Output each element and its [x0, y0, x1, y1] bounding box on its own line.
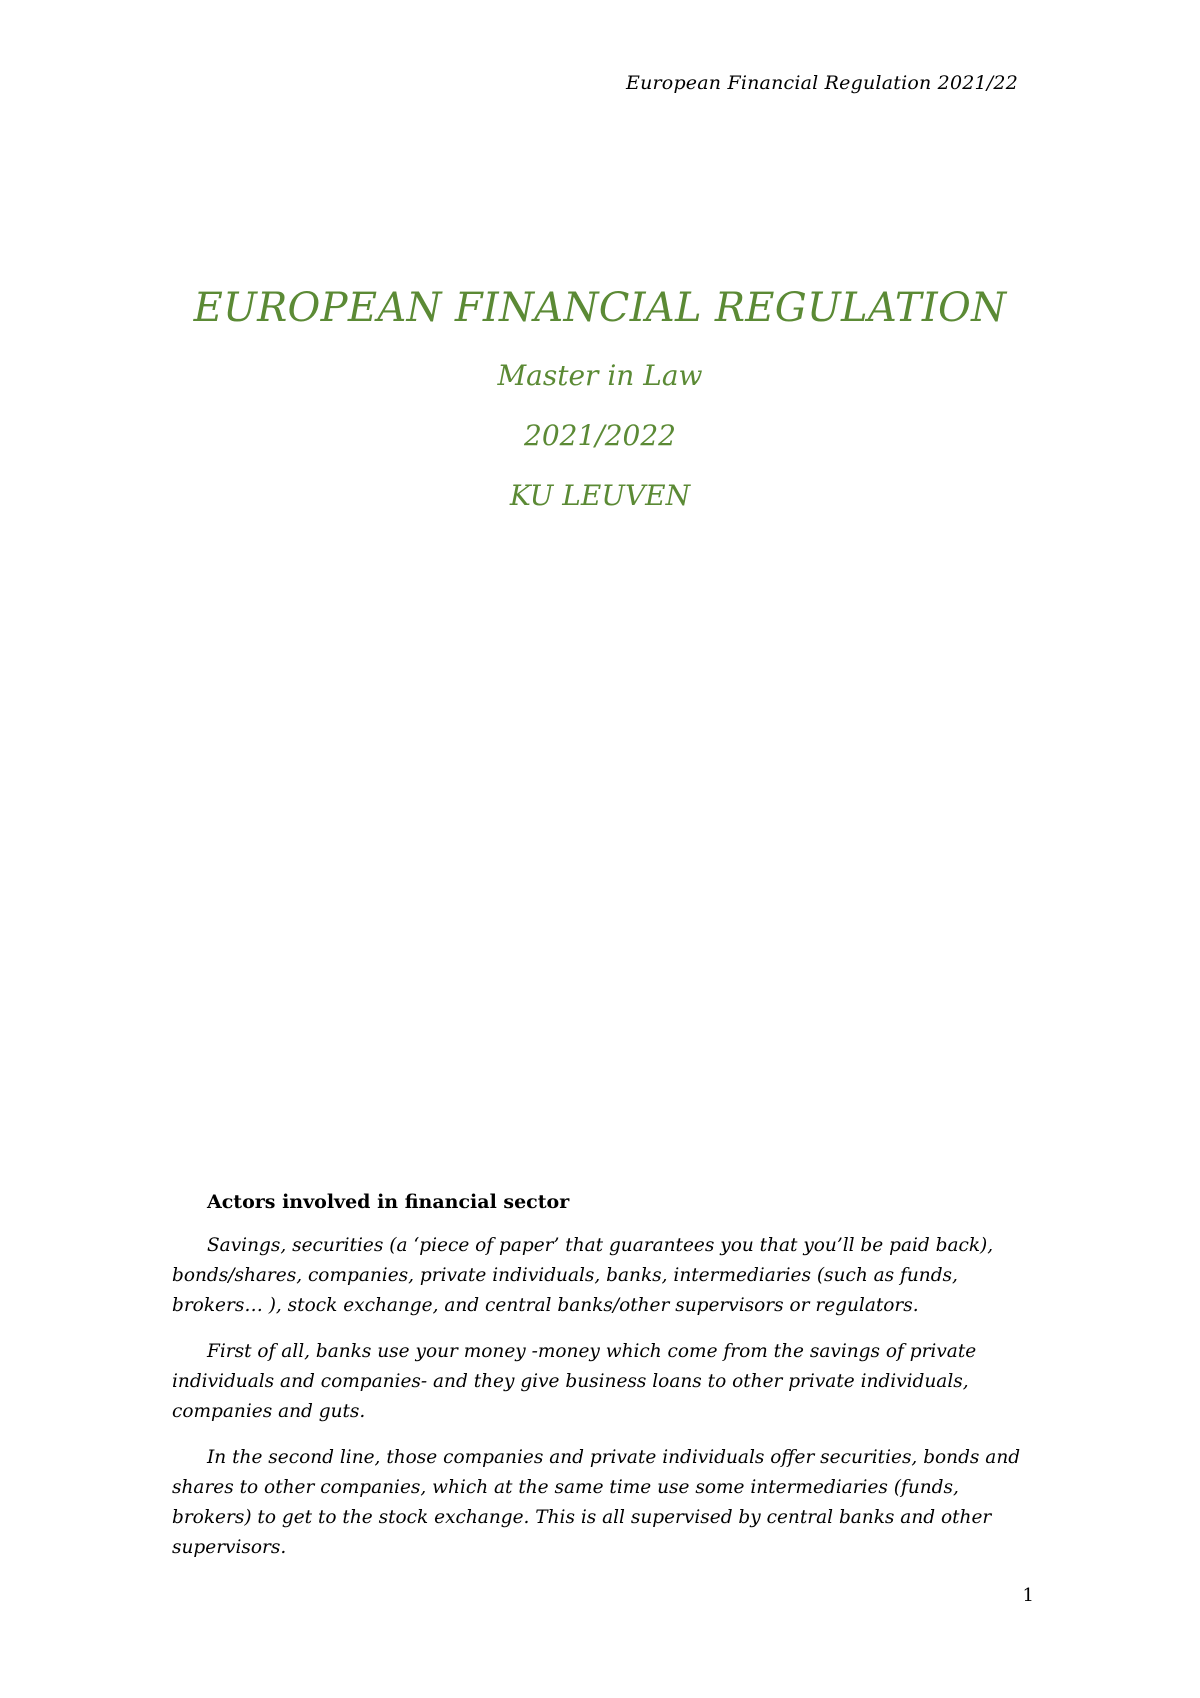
running-header: European Financial Regulation 2021/22 [626, 72, 1018, 94]
paragraph-actors-list: Savings, securities (a ‘piece of paper’ that guarantees you that you’ll be paid back), bonds/shares, companies, private individuals, banks, intermediaries (such as funds, brokers… ), stock exchange, and central banks/other supervisors or regulators. [172, 1235, 994, 1316]
paragraph-second-line: In the second line, those companies and private individuals offer securities, bonds and shares to other companies, which at the same time use some intermediaries (funds, brokers) to get to the stock exchange. This is all supervised by central banks and other supervisors. [172, 1447, 1021, 1558]
program-name: Master in Law [497, 359, 703, 392]
document-title: EUROPEAN FINANCIAL REGULATION [193, 285, 1007, 331]
academic-year: 2021/2022 [524, 419, 676, 452]
university-name: KU LEUVEN [509, 479, 691, 512]
paragraph-banks: First of all, banks use your money -money which come from the savings of private individuals and companies- and they give business loans to other private individuals, companies and guts. [172, 1341, 977, 1422]
page-number: 1 [1022, 1585, 1034, 1606]
title-block [0, 285, 1200, 539]
body-content [172, 1187, 1032, 1579]
section-heading: Actors involved in financial sector [207, 1191, 570, 1213]
